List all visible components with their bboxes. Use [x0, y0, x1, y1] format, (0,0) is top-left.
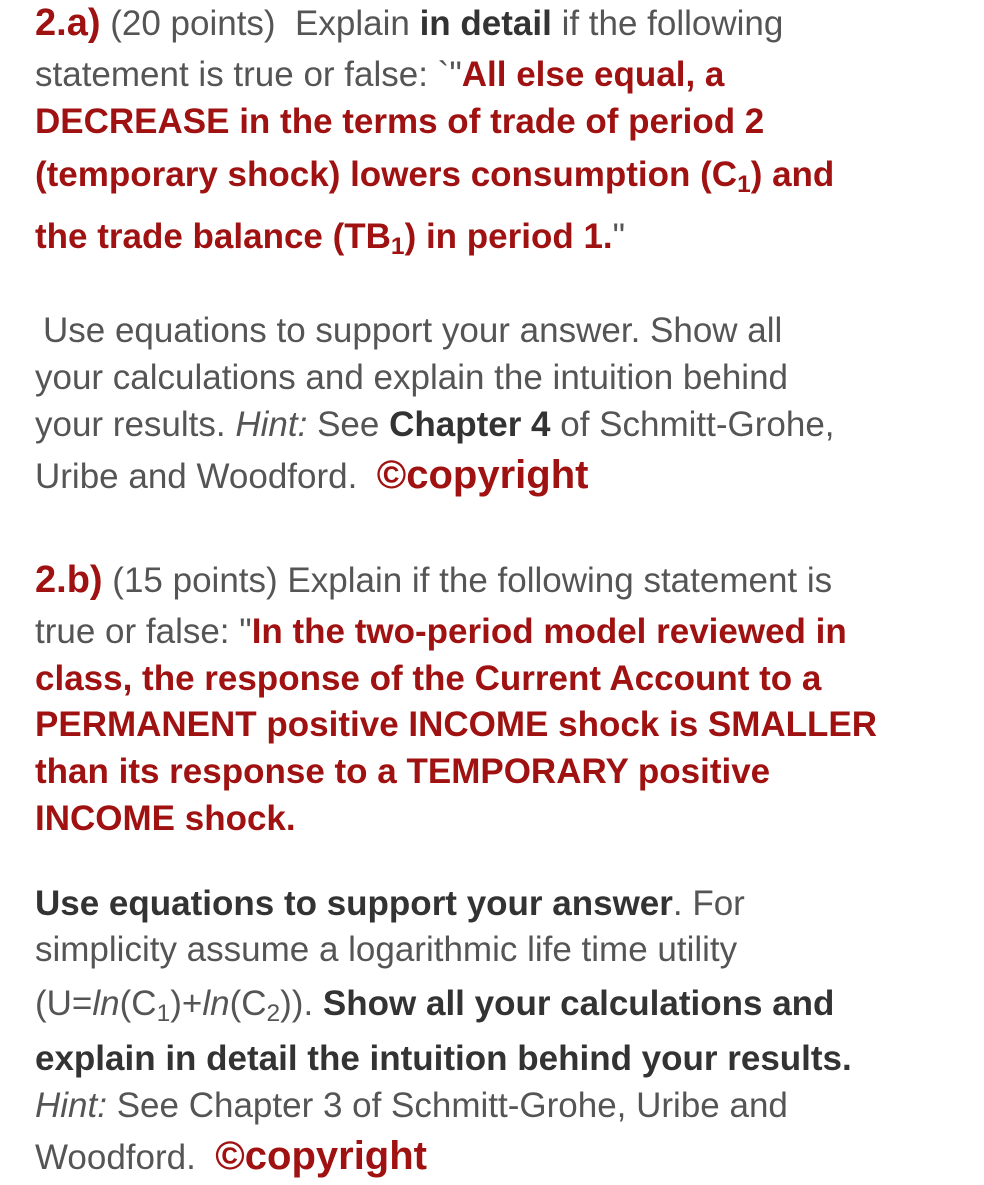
q2b-c1-subscript: 1 — [156, 1000, 171, 1028]
q2b-line-1 — [35, 557, 832, 604]
q2a-text-4: statement is true or false: `" — [35, 55, 462, 94]
q2a-close-quote: " — [612, 217, 626, 256]
q2b-c2-open: (C — [229, 984, 267, 1023]
q2a-para-text-1: Use equations to support your answer. Show all — [43, 311, 783, 350]
q2a-para-text-3e: of Schmitt-Grohe, — [560, 405, 835, 444]
q2b-para-line-4 — [35, 1036, 852, 1082]
q2b-c2-subscript: 2 — [266, 1000, 281, 1028]
q2a-line-3 — [35, 99, 764, 145]
q2a-tb1-subscript: 1 — [390, 233, 405, 261]
q2b-para-line-3 — [35, 981, 834, 1027]
q2b-statement-3: PERMANENT positive INCOME shock is SMALLER — [35, 705, 878, 744]
q2a-text-3: if the following — [561, 4, 784, 43]
q2b-copyright: ©copyright — [215, 1134, 427, 1178]
q2b-para-text-4: explain in detail the intuition behind your results. — [35, 1039, 852, 1078]
q2a-para-text-3a: your results. — [35, 405, 226, 444]
q2a-points: (20 points) — [110, 4, 276, 43]
q2a-statement-5: the trade balance (TB — [35, 217, 391, 256]
q2b-para-line-2 — [35, 927, 737, 973]
q2b-text-1: Explain if the following statement is — [287, 561, 833, 600]
q2b-line-5 — [35, 749, 770, 795]
q2a-statement-6: ) in period 1. — [404, 217, 613, 256]
q2a-statement-1: All else equal, a — [461, 55, 725, 94]
q2b-line-2 — [35, 609, 847, 655]
q2a-para-text-4: Uribe and Woodford. — [35, 457, 358, 496]
q2a-line-1 — [35, 0, 783, 47]
q2b-line-4 — [35, 702, 877, 748]
q2b-para-line-6 — [35, 1133, 427, 1181]
q2b-statement-2: class, the response of the Current Account to a — [35, 659, 822, 698]
q2a-statement-4: ) and — [750, 155, 835, 194]
q2b-points: (15 points) — [112, 561, 278, 600]
q2b-para-text-3j: Show all your calculations and — [322, 984, 835, 1023]
q2b-ln-1: ln — [92, 984, 120, 1023]
q2a-para-line-4 — [35, 452, 588, 500]
q2b-ln-2: ln — [202, 984, 230, 1023]
q2b-number: 2.b) — [35, 559, 103, 601]
q2a-line-2 — [35, 52, 724, 98]
q2b-statement-4: than its response to a TEMPORARY positive — [35, 752, 771, 791]
q2a-hint-label: Hint: — [235, 405, 308, 444]
q2b-plus: )+ — [170, 984, 203, 1023]
q2b-para-text-1a: Use equations to support your answer — [35, 884, 673, 923]
q2a-para-line-3 — [35, 402, 835, 448]
q2a-text-1: Explain — [295, 4, 410, 43]
q2a-para-text-3c: See — [317, 405, 380, 444]
q2b-line-3 — [35, 656, 821, 702]
q2a-para-line-2 — [35, 355, 788, 401]
q2a-in-detail: in detail — [419, 4, 552, 43]
q2b-text-2: true or false: " — [35, 612, 252, 651]
q2b-utility-close: )). — [280, 984, 314, 1023]
q2b-c1-open: (C — [119, 984, 157, 1023]
q2b-para-line-1 — [35, 881, 745, 927]
q2b-line-6 — [35, 796, 296, 842]
q2a-c1-subscript: 1 — [737, 171, 751, 199]
q2b-para-text-6: Woodford. — [35, 1138, 196, 1177]
q2b-para-text-5b: See Chapter 3 of Schmitt-Grohe, Uribe and — [116, 1086, 788, 1125]
q2b-para-text-2: simplicity assume a logarithmic life time utility — [35, 930, 738, 969]
q2b-para-line-5 — [35, 1083, 788, 1129]
q2b-statement-5: INCOME shock. — [35, 799, 296, 838]
q2a-copyright: ©copyright — [376, 453, 589, 497]
q2b-para-text-1b: . For — [672, 884, 745, 923]
q2a-para-line-1 — [43, 308, 782, 354]
q2a-statement-2: DECREASE in the terms of trade of period 2 — [35, 102, 765, 141]
q2a-statement-3: (temporary shock) lowers consumption (C — [35, 155, 738, 194]
q2a-chapter-ref: Chapter 4 — [389, 405, 551, 444]
q2a-line-4 — [35, 152, 834, 198]
q2a-number: 2.a) — [35, 2, 101, 44]
q2a-para-text-2: your calculations and explain the intuition behind — [35, 358, 789, 397]
q2b-utility-open: (U= — [35, 984, 93, 1023]
q2b-hint-label: Hint: — [35, 1086, 107, 1125]
q2b-statement-1: In the two-period model reviewed in — [251, 612, 847, 651]
q2a-line-5 — [35, 214, 625, 260]
